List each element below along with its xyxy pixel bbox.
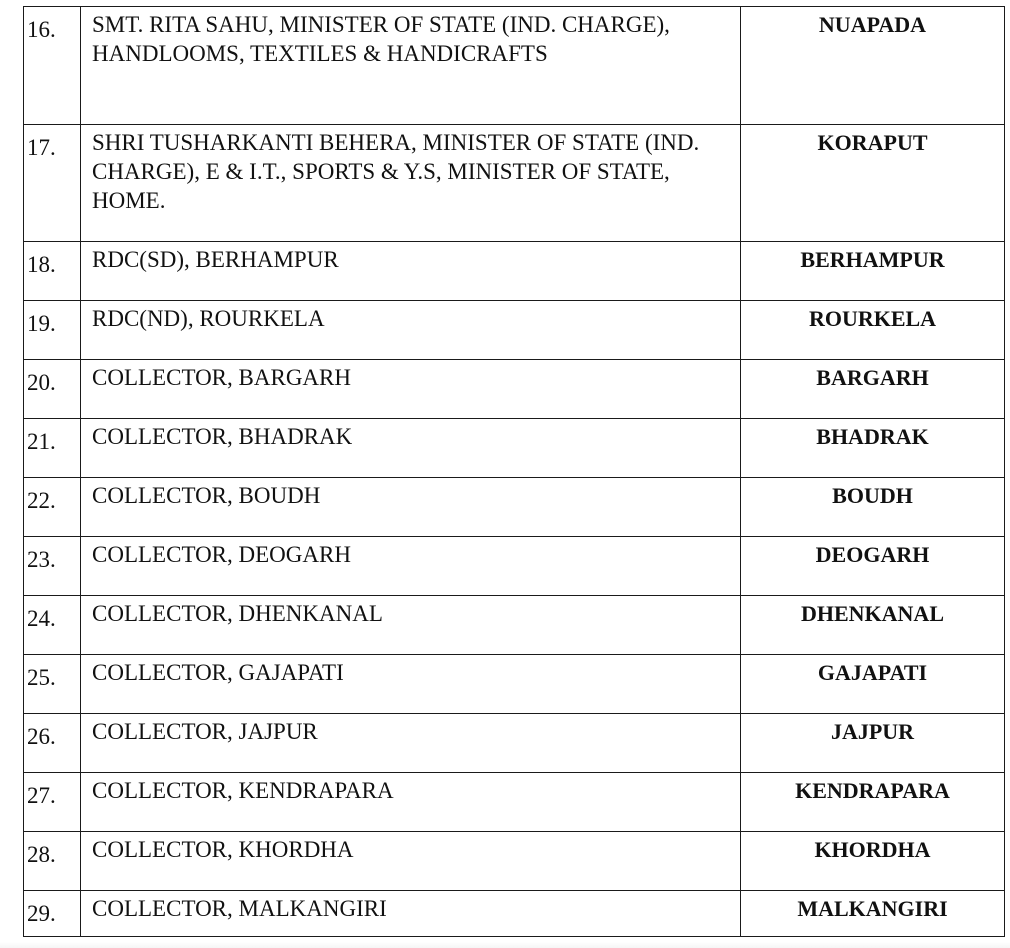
district-cell: BOUDH xyxy=(741,478,1005,537)
district-cell: MALKANGIRI xyxy=(741,891,1005,937)
official-cell: COLLECTOR, BARGARH xyxy=(81,360,741,419)
table-row xyxy=(24,301,1005,360)
official-cell: RDC(SD), BERHAMPUR xyxy=(81,242,741,301)
table-row xyxy=(24,655,1005,714)
district-cell: BHADRAK xyxy=(741,419,1005,478)
serial-number: 16. xyxy=(27,17,56,42)
table-row xyxy=(24,242,1005,301)
serial-number: 25. xyxy=(27,665,56,690)
district-cell: KHORDHA xyxy=(741,832,1005,891)
district-cell: NUAPADA xyxy=(741,7,1005,125)
official-cell: RDC(ND), ROURKELA xyxy=(81,301,741,360)
table-row xyxy=(24,596,1005,655)
table-row xyxy=(24,537,1005,596)
district-cell: BARGARH xyxy=(741,360,1005,419)
serial-number: 17. xyxy=(27,135,56,160)
district-assignment-table xyxy=(23,6,1005,937)
table-row xyxy=(24,419,1005,478)
serial-number-cell xyxy=(24,301,81,360)
table-row xyxy=(24,360,1005,419)
serial-number-cell xyxy=(24,360,81,419)
page-bottom-edge xyxy=(0,942,1010,948)
district-cell: GAJAPATI xyxy=(741,655,1005,714)
official-cell: COLLECTOR, DEOGARH xyxy=(81,537,741,596)
serial-number-cell xyxy=(24,891,81,937)
table-row xyxy=(24,478,1005,537)
official-cell: COLLECTOR, BHADRAK xyxy=(81,419,741,478)
official-cell: SHRI TUSHARKANTI BEHERA, MINISTER OF STATE (IND. CHARGE), E & I.T., SPORTS & Y.S, MINISTER OF STATE, HOME. xyxy=(81,125,741,242)
serial-number-cell xyxy=(24,773,81,832)
serial-number-cell xyxy=(24,125,81,242)
district-cell: KENDRAPARA xyxy=(741,773,1005,832)
district-cell: BERHAMPUR xyxy=(741,242,1005,301)
serial-number: 27. xyxy=(27,783,56,808)
official-cell: COLLECTOR, KENDRAPARA xyxy=(81,773,741,832)
serial-number: 22. xyxy=(27,488,56,513)
official-cell: SMT. RITA SAHU, MINISTER OF STATE (IND. CHARGE), HANDLOOMS, TEXTILES & HANDICRAFTS xyxy=(81,7,741,125)
table-row xyxy=(24,7,1005,125)
serial-number: 19. xyxy=(27,311,56,336)
official-cell: COLLECTOR, MALKANGIRI xyxy=(81,891,741,937)
district-cell: DEOGARH xyxy=(741,537,1005,596)
serial-number-cell xyxy=(24,537,81,596)
district-cell: DHENKANAL xyxy=(741,596,1005,655)
serial-number-cell xyxy=(24,242,81,301)
serial-number: 18. xyxy=(27,252,56,277)
serial-number: 23. xyxy=(27,547,56,572)
official-cell: COLLECTOR, KHORDHA xyxy=(81,832,741,891)
official-cell: COLLECTOR, GAJAPATI xyxy=(81,655,741,714)
serial-number-cell xyxy=(24,832,81,891)
serial-number: 29. xyxy=(27,901,56,926)
district-cell: JAJPUR xyxy=(741,714,1005,773)
district-cell: ROURKELA xyxy=(741,301,1005,360)
serial-number-cell xyxy=(24,655,81,714)
table-row xyxy=(24,773,1005,832)
serial-number-cell xyxy=(24,7,81,125)
serial-number: 21. xyxy=(27,429,56,454)
serial-number: 20. xyxy=(27,370,56,395)
official-cell: COLLECTOR, JAJPUR xyxy=(81,714,741,773)
serial-number-cell xyxy=(24,596,81,655)
official-cell: COLLECTOR, BOUDH xyxy=(81,478,741,537)
serial-number: 26. xyxy=(27,724,56,749)
table-row xyxy=(24,891,1005,937)
district-cell: KORAPUT xyxy=(741,125,1005,242)
serial-number-cell xyxy=(24,714,81,773)
serial-number-cell xyxy=(24,419,81,478)
serial-number: 24. xyxy=(27,606,56,631)
serial-number: 28. xyxy=(27,842,56,867)
table-row xyxy=(24,832,1005,891)
table-row xyxy=(24,125,1005,242)
table-row xyxy=(24,714,1005,773)
official-cell: COLLECTOR, DHENKANAL xyxy=(81,596,741,655)
serial-number-cell xyxy=(24,478,81,537)
